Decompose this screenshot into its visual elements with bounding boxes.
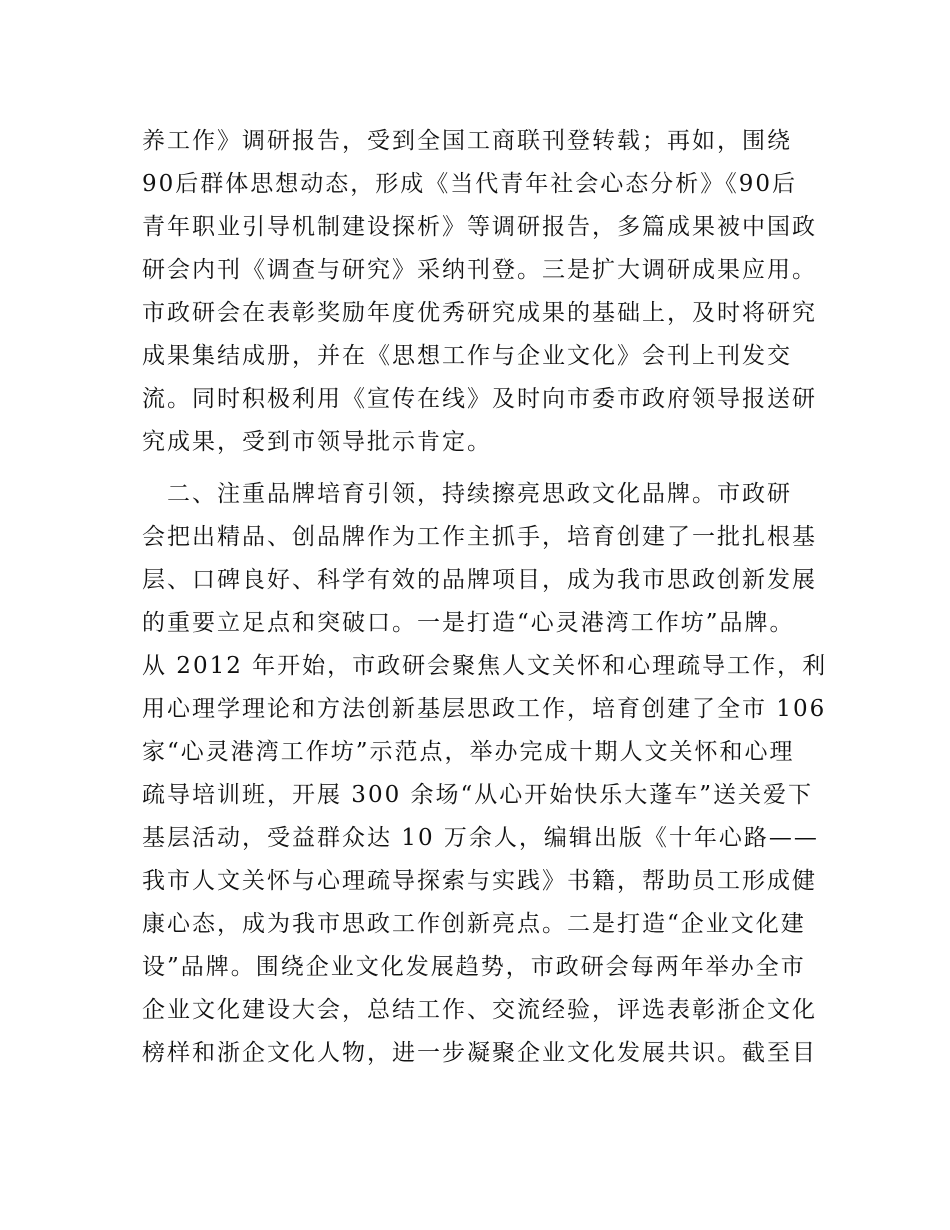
text-line: 设”品牌。围绕企业文化发展趋势，市政研会每两年举办全市 — [142, 954, 806, 980]
text-line: 青年职业引导机制建设探析》等调研报告，多篇成果被中国政 — [142, 214, 817, 240]
text-line: 基层活动，受益群众达 10 万余人，编辑出版《十年心路—— — [142, 825, 819, 851]
text-line: 康心态，成为我市思政工作创新亮点。二是打造“企业文化建 — [142, 911, 806, 937]
text-line: 我市人文关怀与心理疏导探索与实践》书籍，帮助员工形成健 — [142, 868, 817, 894]
paragraph-heading-line: 二、注重品牌培育引领，持续擦亮思政文化品牌。市政研 — [142, 481, 792, 507]
text-line: 疏导培训班，开展 300 余场“从心开始快乐大蓬车”送关爱下 — [142, 782, 814, 808]
text-line: 层、口碑良好、科学有效的品牌项目，成为我市思政创新发展 — [142, 567, 817, 593]
text-line: 研会内刊《调查与研究》采纳刊登。三是扩大调研成果应用。 — [142, 257, 817, 283]
text-line: 流。同时积极利用《宣传在线》及时向市委市政府领导报送研 — [142, 386, 817, 412]
text-line: 企业文化建设大会，总结工作、交流经验，评选表彰浙企文化 — [142, 997, 817, 1023]
text-line: 的重要立足点和突破口。一是打造“心灵港湾工作坊”品牌。 — [142, 610, 795, 636]
text-line: 用心理学理论和方法创新基层思政工作，培育创建了全市 106 — [142, 696, 827, 722]
text-line: 从 2012 年开始，市政研会聚焦人文关怀和心理疏导工作，利 — [142, 653, 828, 679]
text-line: 究成果，受到市领导批示肯定。 — [142, 429, 492, 455]
text-line: 市政研会在表彰奖励年度优秀研究成果的基础上，及时将研究 — [142, 300, 817, 326]
text-line: 家“心灵港湾工作坊”示范点，举办完成十期人文关怀和心理 — [142, 739, 795, 765]
text-line: 90后群体思想动态，形成《当代青年社会心态分析》《90后 — [142, 171, 798, 197]
text-line: 榜样和浙企文化人物，进一步凝聚企业文化发展共识。截至目 — [142, 1040, 817, 1066]
text-line: 会把出精品、创品牌作为工作主抓手，培育创建了一批扎根基 — [142, 524, 817, 550]
text-line: 成果集结成册，并在《思想工作与企业文化》会刊上刊发交 — [142, 343, 792, 369]
text-line: 养工作》调研报告，受到全国工商联刊登转载；再如，围绕 — [142, 128, 792, 154]
